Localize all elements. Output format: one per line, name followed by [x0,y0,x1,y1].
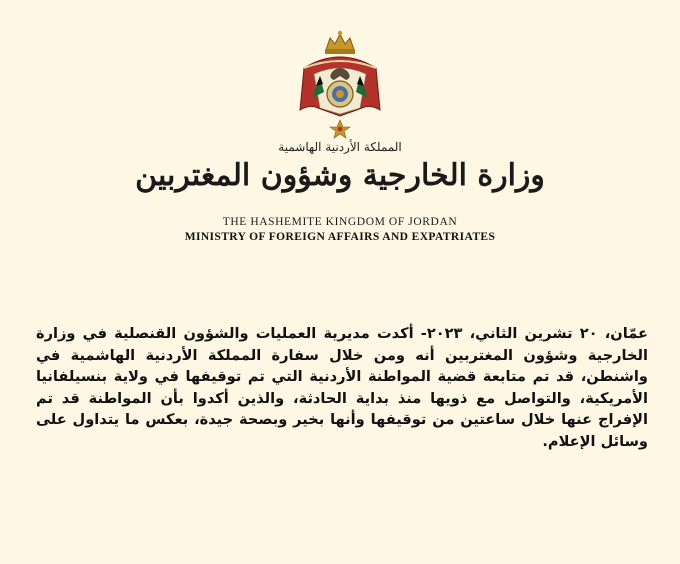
coat-of-arms-icon [290,28,390,140]
coat-of-arms-emblem [290,28,390,140]
press-statement: عمّان، ٢٠ تشرين الثاني، ٢٠٢٣- أكدت مديرية العمليات والشؤون القنصلية في وزارة الخارجية وشؤون المغتربين أنه ومن خلال سفارة المملكة الأردنية الهاشمية في واشنطن، قد تم متابعة قضية المواطنة الأردنية التي تم توقيفها في ولاية بنسيلفانيا الأمريكية، والتواصل مع ذويها منذ بداية الحادثة، والذين أكدوا بأن المواطنة قد تم الإفراج عنها خلال ساعتين من توقيفها وأنها بخير وبصحة جيدة، بعكس ما يتداول على وسائل الإعلام. [36,325,648,450]
ministry-name-english: MINISTRY OF FOREIGN AFFAIRS AND EXPATRIATES [184,231,496,243]
kingdom-name-english: THE HASHEMITE KINGDOM OF JORDAN [222,216,458,228]
kingdom-name-arabic: المملكة الأردنية الهاشمية [278,140,402,154]
ministry-name-arabic: وزارة الخارجية وشؤون المغتربين [135,158,545,193]
